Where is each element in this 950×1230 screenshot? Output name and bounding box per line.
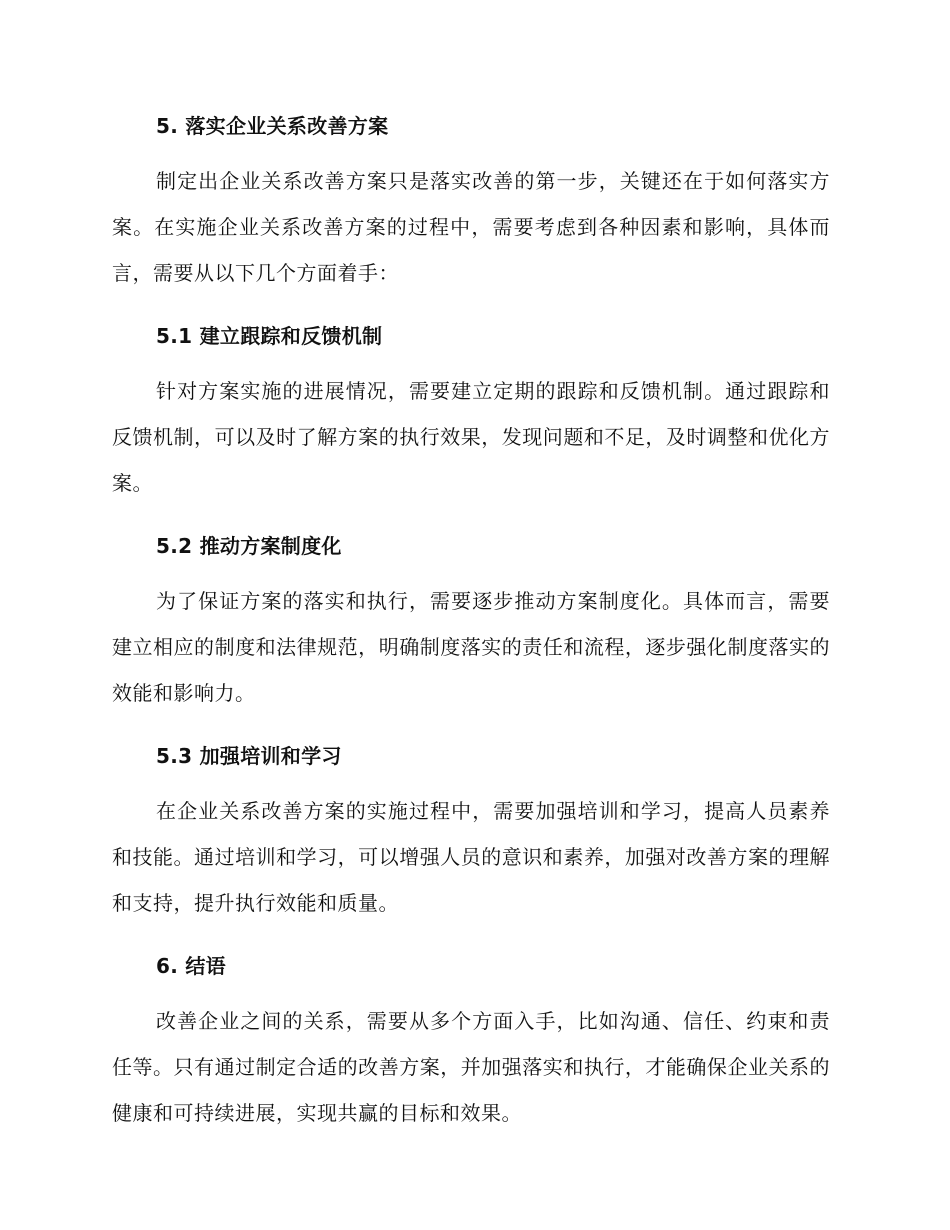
spacer [112,562,830,578]
spacer [112,296,830,320]
spacer [112,352,830,368]
section-paragraph-5-1: 针对方案实施的进展情况，需要建立定期的跟踪和反馈机制。通过跟踪和反馈机制，可以及时了解方案的执行效果，发现问题和不足，及时调整和优化方案。 [112,379,830,495]
section-heading-5-3: 5.3 加强培训和学习 [156,744,342,768]
section-paragraph-5-3: 在企业关系改善方案的实施过程中，需要加强培训和学习，提高人员素养和技能。通过培训和学习，可以增强人员的意识和素养，加强对改善方案的理解和支持，提升执行效能和质量。 [112,799,830,915]
spacer [112,772,830,788]
section-heading-6: 6. 结语 [156,954,226,978]
section-heading-5-2: 5.2 推动方案制度化 [156,534,342,558]
section-heading-5-1: 5.1 建立跟踪和反馈机制 [156,324,383,348]
section-paragraph-6: 改善企业之间的关系，需要从多个方面入手，比如沟通、信任、约束和责任等。只有通过制定合适的改善方案，并加强落实和执行，才能确保企业关系的健康和可持续进展，实现共赢的目标和效果。 [112,1009,830,1125]
section-heading-5: 5. 落实企业关系改善方案 [156,114,389,138]
spacer [112,716,830,740]
spacer [112,142,830,158]
section-paragraph-5: 制定出企业关系改善方案只是落实改善的第一步，关键还在于如何落实方案。在实施企业关系改善方案的过程中，需要考虑到各种因素和影响，具体而言，需要从以下几个方面着手： [112,169,830,285]
spacer [112,506,830,530]
spacer [112,926,830,950]
spacer [112,982,830,998]
section-paragraph-5-2: 为了保证方案的落实和执行，需要逐步推动方案制度化。具体而言，需要建立相应的制度和法律规范，明确制度落实的责任和流程，逐步强化制度落实的效能和影响力。 [112,589,830,705]
